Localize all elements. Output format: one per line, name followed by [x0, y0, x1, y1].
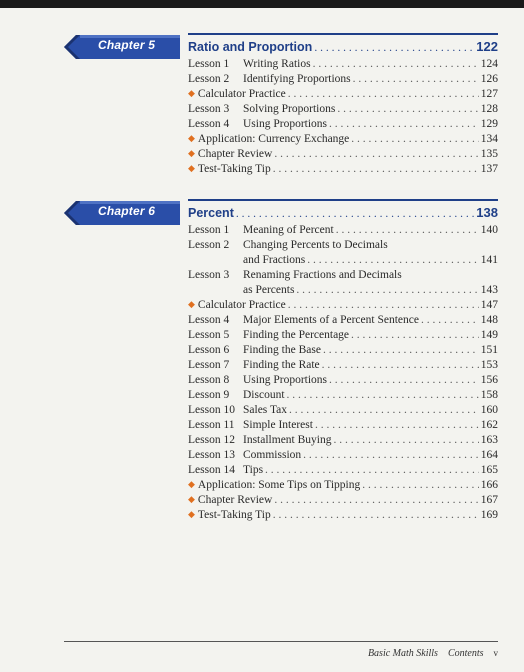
diamond-bullet-icon: ◆	[188, 163, 195, 173]
toc-entry[interactable]	[188, 72, 498, 87]
leader-dots	[329, 117, 479, 132]
chapter-tab[interactable]	[64, 200, 180, 226]
lesson-label: Lesson 10	[188, 404, 235, 416]
chapter-tab-label: Chapter 5	[98, 38, 156, 52]
entry-page: 163	[480, 434, 498, 446]
entry-text: Changing Percents to Decimals	[243, 239, 388, 251]
lesson-label: Lesson 1	[188, 224, 230, 236]
toc-entry[interactable]	[188, 117, 498, 132]
toc-entry[interactable]	[188, 132, 498, 147]
entry-page: 129	[480, 118, 498, 130]
title-rule	[188, 199, 498, 201]
toc-entry[interactable]	[188, 358, 498, 373]
toc-entry[interactable]	[188, 298, 498, 313]
entry-page: 148	[480, 314, 498, 326]
entry-page: 141	[480, 254, 498, 266]
entry-page: 124	[480, 58, 498, 70]
entry-text: Test-Taking Tip	[197, 509, 271, 521]
lesson-label: Lesson 4	[188, 314, 230, 326]
entry-page: 160	[480, 404, 498, 416]
diamond-bullet-icon: ◆	[188, 299, 195, 309]
leader-dots	[287, 388, 479, 403]
entry-text: Using Proportions	[243, 118, 328, 130]
entry-page: 166	[480, 479, 498, 491]
lesson-label: Lesson 5	[188, 329, 230, 341]
chapter-title: Ratio and Proportion	[188, 40, 313, 54]
entry-page: 167	[480, 494, 498, 506]
toc-entry[interactable]	[188, 57, 498, 72]
leader-dots	[274, 147, 478, 162]
toc-entry[interactable]	[188, 493, 498, 508]
entry-page: 151	[480, 344, 498, 356]
chapter-page: 122	[476, 39, 498, 54]
toc-entry[interactable]	[188, 448, 498, 463]
lesson-label: Lesson 9	[188, 389, 230, 401]
toc-entry[interactable]	[188, 418, 498, 433]
entry-page: 126	[480, 73, 498, 85]
toc-entry[interactable]	[188, 463, 498, 478]
toc-entry[interactable]	[188, 508, 498, 523]
footer-book-title: Basic Math Skills	[367, 648, 438, 659]
entry-text: Test-Taking Tip	[197, 163, 271, 175]
leader-dots	[351, 328, 479, 343]
footer-section: Contents	[447, 648, 484, 659]
entry-text: Finding the Percentage	[243, 329, 350, 341]
entry-text: Solving Proportions	[243, 103, 336, 115]
diamond-bullet-icon: ◆	[188, 133, 195, 143]
toc-entry[interactable]	[188, 223, 498, 238]
entry-page: 162	[480, 419, 498, 431]
lesson-label: Lesson 3	[188, 269, 230, 281]
lesson-label: Lesson 13	[188, 449, 235, 461]
entry-text: Chapter Review	[197, 148, 273, 160]
lesson-label: Lesson 11	[188, 419, 235, 431]
leader-dots	[288, 87, 479, 102]
entry-text: Using Proportions	[243, 374, 328, 386]
entry-page: 147	[480, 299, 498, 311]
lesson-label: Lesson 1	[188, 58, 230, 70]
lesson-label: Lesson 8	[188, 374, 230, 386]
toc-entry[interactable]	[188, 87, 498, 102]
entry-page: 128	[480, 103, 498, 115]
diamond-bullet-icon: ◆	[188, 494, 195, 504]
lesson-label: Lesson 3	[188, 103, 230, 115]
toc-entry-continued[interactable]	[188, 253, 498, 268]
toc-entry-continued[interactable]	[188, 283, 498, 298]
chapter-page: 138	[476, 205, 498, 220]
entry-page: 127	[480, 88, 498, 100]
leader-dots	[313, 57, 479, 72]
entry-text: Installment Buying	[243, 434, 332, 446]
entry-page: 153	[480, 359, 498, 371]
entry-page: 140	[480, 224, 498, 236]
footer-rule	[64, 641, 498, 642]
chapter-tab[interactable]	[64, 34, 180, 60]
entry-text: Simple Interest	[243, 419, 313, 431]
chapter-tab-label: Chapter 6	[98, 204, 156, 218]
entry-page: 156	[480, 374, 498, 386]
lesson-label: Lesson 7	[188, 359, 230, 371]
toc-entry[interactable]	[188, 388, 498, 403]
leader-dots	[274, 493, 478, 508]
diamond-bullet-icon: ◆	[188, 148, 195, 158]
leader-dots	[336, 223, 479, 238]
leader-dots	[265, 463, 479, 478]
entry-text: as Percents	[243, 284, 295, 296]
page-footer	[64, 648, 498, 659]
entry-text: Finding the Rate	[243, 359, 320, 371]
toc-entry[interactable]	[188, 313, 498, 328]
entry-text: Writing Ratios	[243, 58, 311, 70]
toc-entry[interactable]	[188, 403, 498, 418]
lesson-label: Lesson 12	[188, 434, 235, 446]
entry-text: Calculator Practice	[197, 88, 286, 100]
entry-page: 165	[480, 464, 498, 476]
toc-entry[interactable]	[188, 478, 498, 493]
entry-text: Calculator Practice	[197, 299, 286, 311]
entry-text: and Fractions	[243, 254, 306, 266]
leader-dots	[421, 313, 479, 328]
leader-dots	[289, 403, 479, 418]
leader-dots	[236, 205, 474, 223]
entry-page: 134	[480, 133, 498, 145]
leader-dots	[315, 418, 479, 433]
toc-entry[interactable]	[188, 102, 498, 117]
entry-text: Discount	[243, 389, 285, 401]
toc-entry[interactable]	[188, 328, 498, 343]
entry-page: 149	[480, 329, 498, 341]
leader-dots	[314, 39, 474, 57]
entry-page: 143	[480, 284, 498, 296]
footer-page-number: v	[493, 648, 498, 658]
toc-entry[interactable]	[188, 373, 498, 388]
entry-text: Application: Some Tips on Tipping	[197, 479, 361, 491]
diamond-bullet-icon: ◆	[188, 479, 195, 489]
entry-text: Identifying Proportions	[243, 73, 351, 85]
lesson-label: Lesson 4	[188, 118, 230, 130]
entry-text: Application: Currency Exchange	[197, 133, 350, 145]
leader-dots	[362, 478, 479, 493]
diamond-bullet-icon: ◆	[188, 88, 195, 98]
lesson-label: Lesson 6	[188, 344, 230, 356]
leader-dots	[329, 373, 479, 388]
leader-dots	[351, 132, 478, 147]
entry-page: 135	[480, 148, 498, 160]
toc-entry[interactable]	[188, 238, 498, 253]
leader-dots	[288, 298, 479, 313]
leader-dots	[337, 102, 478, 117]
entry-text: Tips	[243, 464, 264, 476]
toc-entry[interactable]	[188, 147, 498, 162]
lesson-label: Lesson 2	[188, 239, 230, 251]
toc-entry[interactable]	[188, 268, 498, 283]
leader-dots	[353, 72, 479, 87]
lesson-label: Lesson 14	[188, 464, 235, 476]
leader-dots	[296, 283, 478, 298]
leader-dots	[323, 343, 479, 358]
leader-dots	[322, 358, 479, 373]
leader-dots	[307, 253, 478, 268]
title-rule	[188, 33, 498, 35]
entry-page: 164	[480, 449, 498, 461]
entry-page: 169	[480, 509, 498, 521]
chapter-title: Percent	[188, 206, 234, 220]
entry-text: Major Elements of a Percent Sentence	[243, 314, 419, 326]
entry-page: 158	[480, 389, 498, 401]
entry-text: Meaning of Percent	[243, 224, 334, 236]
leader-dots	[273, 508, 479, 523]
entry-text: Sales Tax	[243, 404, 288, 416]
lesson-label: Lesson 2	[188, 73, 230, 85]
entry-text: Finding the Base	[243, 344, 321, 356]
leader-dots	[273, 162, 479, 177]
entry-text: Commission	[243, 449, 302, 461]
entry-page: 137	[480, 163, 498, 175]
entry-text: Chapter Review	[197, 494, 273, 506]
leader-dots	[333, 433, 478, 448]
entry-text: Renaming Fractions and Decimals	[243, 269, 402, 281]
toc-entry[interactable]	[188, 433, 498, 448]
chapter-title-row[interactable]	[188, 38, 498, 56]
leader-dots	[303, 448, 479, 463]
chapter-title-row[interactable]	[188, 204, 498, 222]
diamond-bullet-icon: ◆	[188, 509, 195, 519]
top-edge	[0, 0, 524, 8]
toc-entry[interactable]	[188, 343, 498, 358]
toc-entry[interactable]	[188, 162, 498, 177]
